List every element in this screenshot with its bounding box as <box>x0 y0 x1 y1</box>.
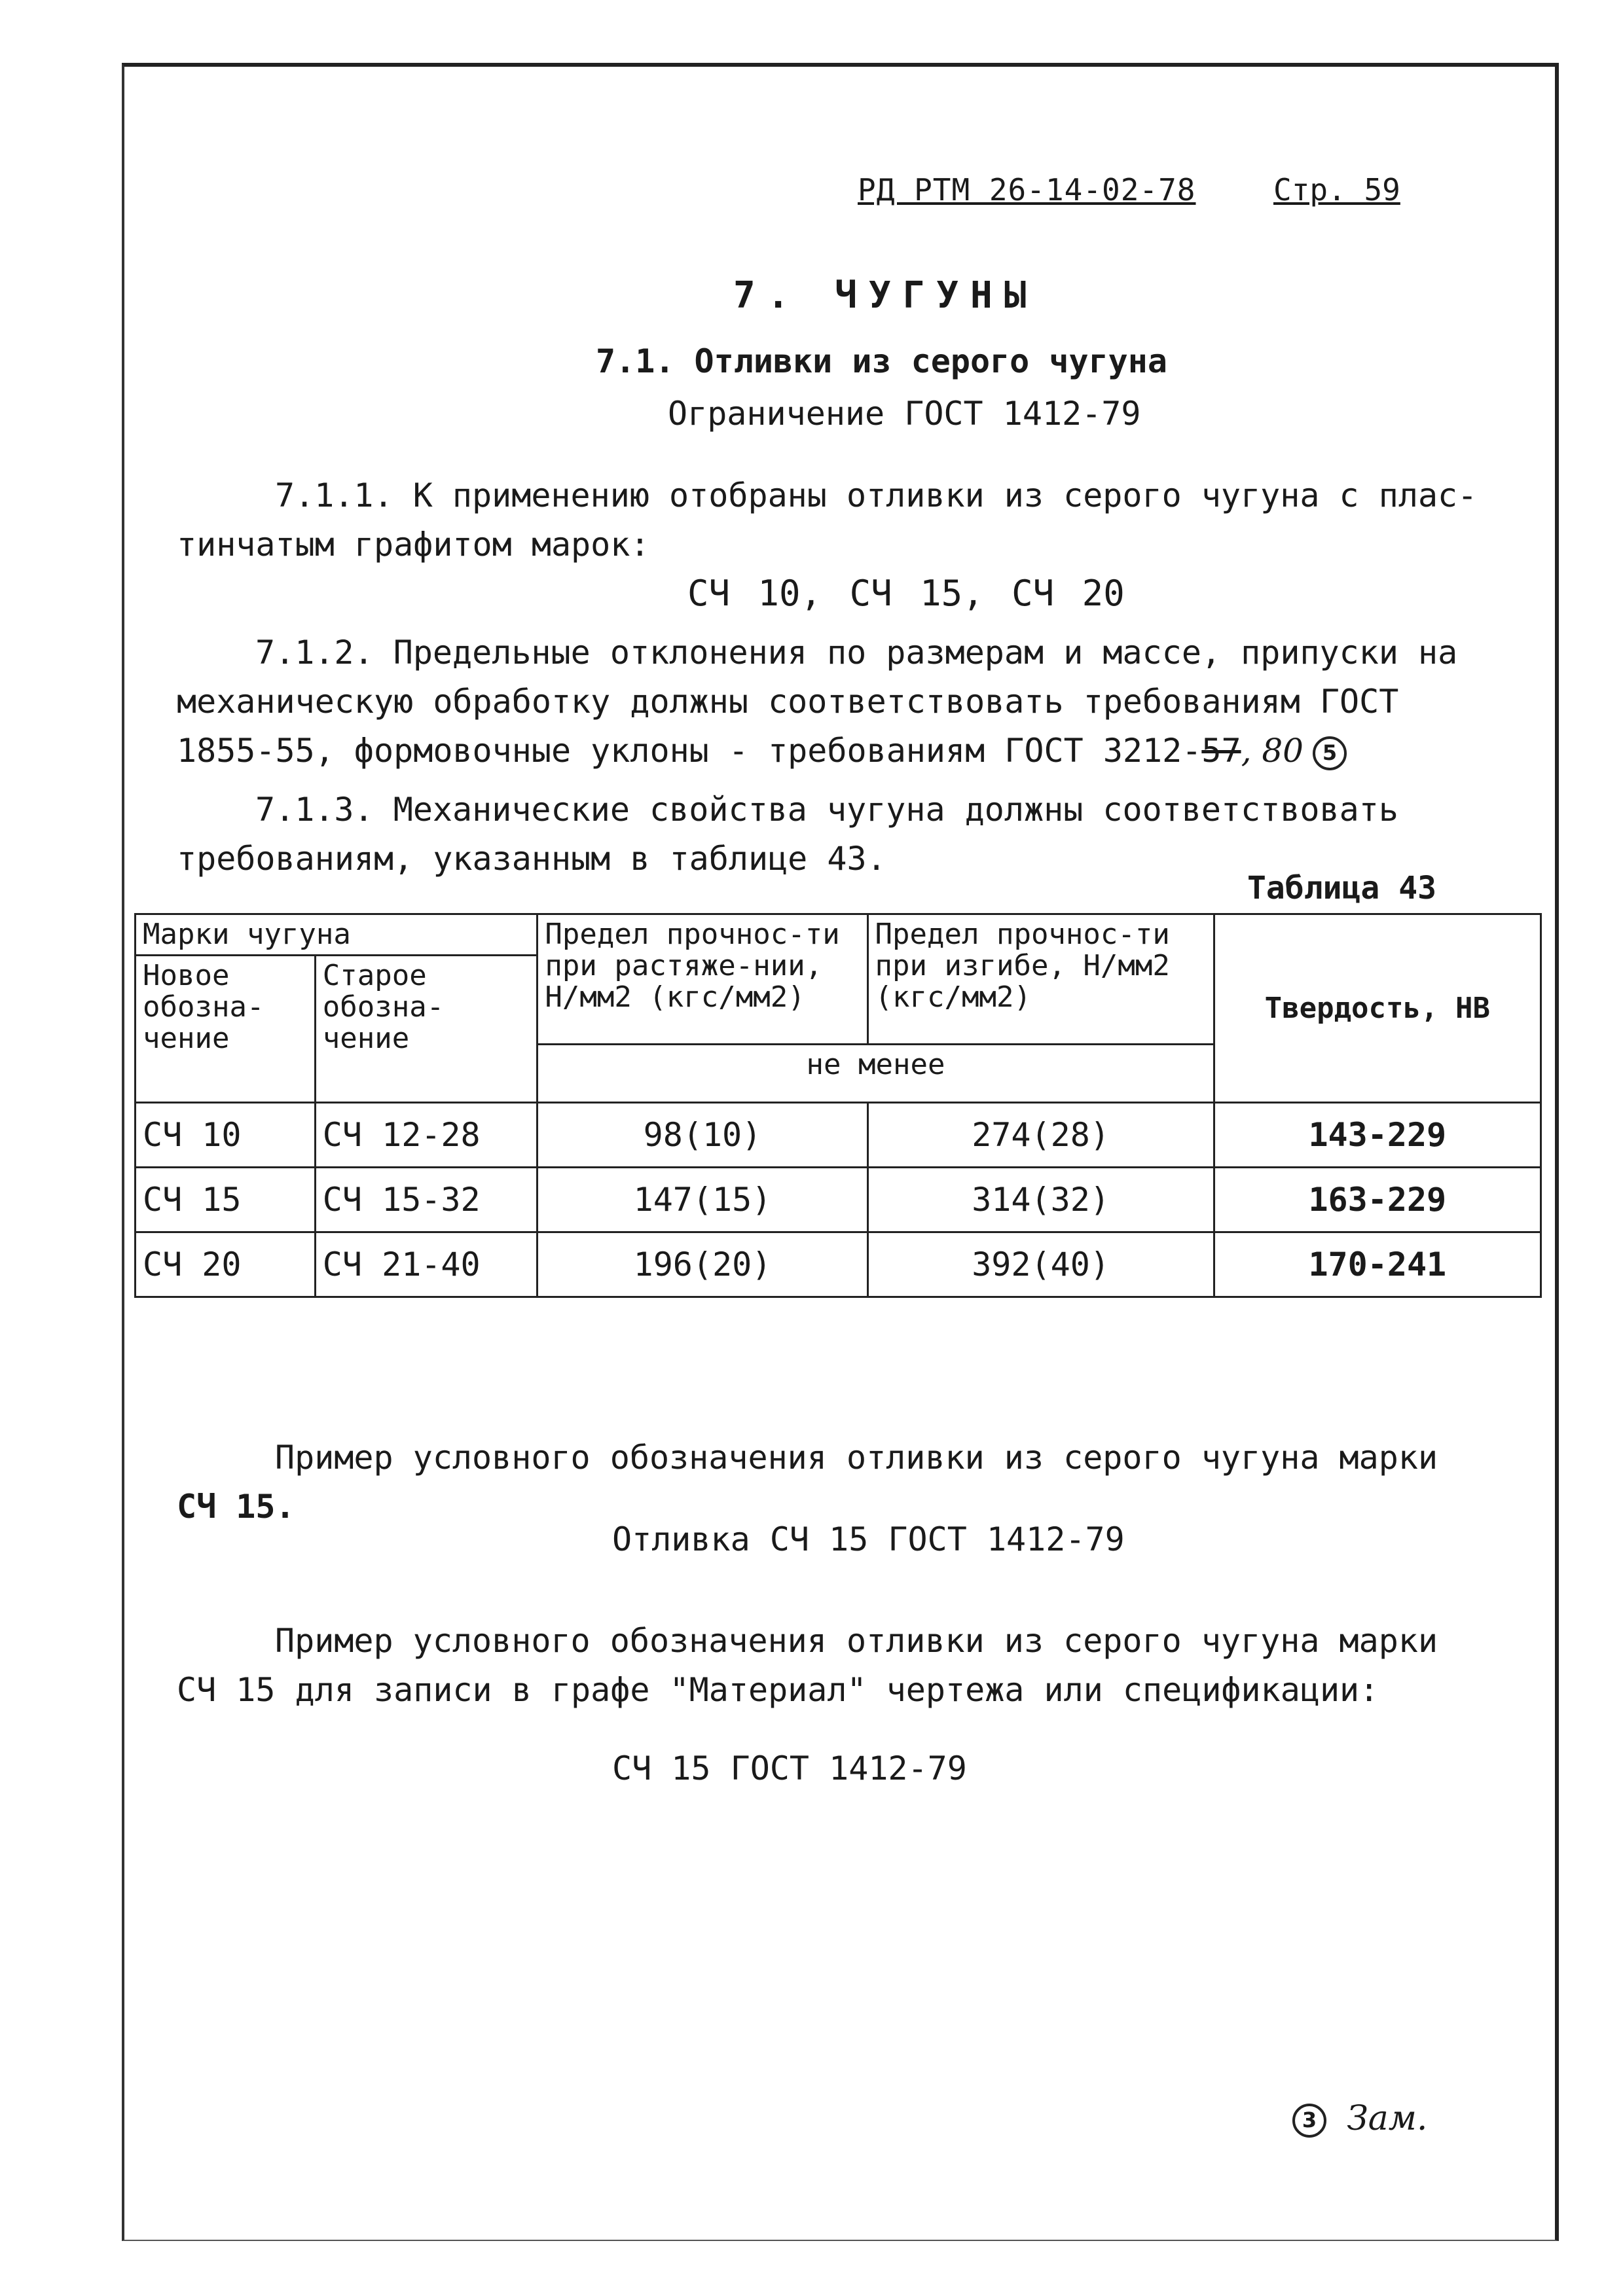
revision-number-icon: 3 <box>1292 2104 1326 2138</box>
header-tensile: Предел прочнос-ти при растяже-нии, Н/мм2 (кгс/мм2) <box>538 914 867 1045</box>
cell-old: СЧ 21-40 <box>315 1232 538 1297</box>
example-1-line1: Пример условного обозначения отливки из серого чугуна марки <box>275 1439 1438 1477</box>
cell-bending: 314(32) <box>867 1168 1214 1232</box>
paragraph-7-1-3-line1: 7.1.3. Механические свойства чугуна должны соответствовать <box>255 791 1398 829</box>
header-min: не менее <box>538 1044 1214 1102</box>
struck-text: 57 <box>1201 732 1241 770</box>
cell-new: СЧ 20 <box>136 1232 316 1297</box>
cell-tensile: 196(20) <box>538 1232 867 1297</box>
revision-note-text: Зам. <box>1347 2099 1428 2138</box>
cell-tensile: 98(10) <box>538 1103 867 1168</box>
section-title: 7. ЧУГУНЫ <box>733 274 1038 317</box>
paragraph-7-1-1-line2: тинчатым графитом марок: <box>177 526 650 564</box>
paragraph-7-1-1-line1: 7.1.1. К применению отобраны отливки из серого чугуна с плас- <box>275 476 1478 514</box>
revision-mark-icon: 5 <box>1313 736 1347 770</box>
document-code: РД РТМ 26-14-02-78 <box>858 172 1196 207</box>
cell-new: СЧ 15 <box>136 1168 316 1232</box>
mechanical-properties-table <box>134 913 1542 1298</box>
example-2-designation: СЧ 15 ГОСТ 1412-79 <box>612 1749 967 1787</box>
table-row <box>136 1103 1541 1168</box>
subsection-subtitle: Ограничение ГОСТ 1412-79 <box>668 395 1141 433</box>
table-row <box>136 1168 1541 1232</box>
paragraph-7-1-2-line3 <box>177 730 1347 772</box>
cell-new: СЧ 10 <box>136 1103 316 1168</box>
table-caption: Таблица 43 <box>1247 870 1436 906</box>
cell-bending: 392(40) <box>867 1232 1214 1297</box>
example-1-designation: Отливка СЧ 15 ГОСТ 1412-79 <box>612 1520 1125 1558</box>
grade-list: СЧ 10, СЧ 15, СЧ 20 <box>687 573 1125 614</box>
header-old-designation: Старое обозна-чение <box>315 956 538 1103</box>
example-2-line2: СЧ 15 для записи в графе "Материал" чертежа или спецификации: <box>177 1671 1379 1709</box>
table-row <box>136 1232 1541 1297</box>
subsection-title: 7.1. Отливки из серого чугуна <box>596 342 1167 380</box>
handwritten-correction: , 80 <box>1241 732 1304 770</box>
cell-bending: 274(28) <box>867 1103 1214 1168</box>
header-hardness: Твердость, НВ <box>1214 914 1541 1103</box>
cell-hardness: 170-241 <box>1214 1232 1541 1297</box>
cell-old: СЧ 12-28 <box>315 1103 538 1168</box>
cell-hardness: 163-229 <box>1214 1168 1541 1232</box>
cell-hardness: 143-229 <box>1214 1103 1541 1168</box>
paragraph-7-1-2-line3-start: 1855-55, формовочные уклоны - требованиям ГОСТ 3212- <box>177 732 1202 770</box>
example-2-line1: Пример условного обозначения отливки из серого чугуна марки <box>275 1622 1438 1660</box>
header-grades: Марки чугуна <box>136 914 538 956</box>
header-new-designation: Новое обозна-чение <box>136 956 316 1103</box>
page-number: Стр. 59 <box>1273 172 1400 207</box>
cell-tensile: 147(15) <box>538 1168 867 1232</box>
paragraph-7-1-2-line1: 7.1.2. Предельные отклонения по размерам и массе, припуски на <box>255 634 1458 672</box>
cell-old: СЧ 15-32 <box>315 1168 538 1232</box>
header-bending: Предел прочнос-ти при изгибе, Н/мм2 (кгс/мм2) <box>867 914 1214 1045</box>
paragraph-7-1-2-line2: механическую обработку должны соответствовать требованиям ГОСТ <box>177 683 1399 721</box>
paragraph-7-1-3-line2: требованиям, указанным в таблице 43. <box>177 840 886 878</box>
revision-note <box>1283 2098 1427 2140</box>
example-1-line2: СЧ 15. <box>177 1488 295 1526</box>
